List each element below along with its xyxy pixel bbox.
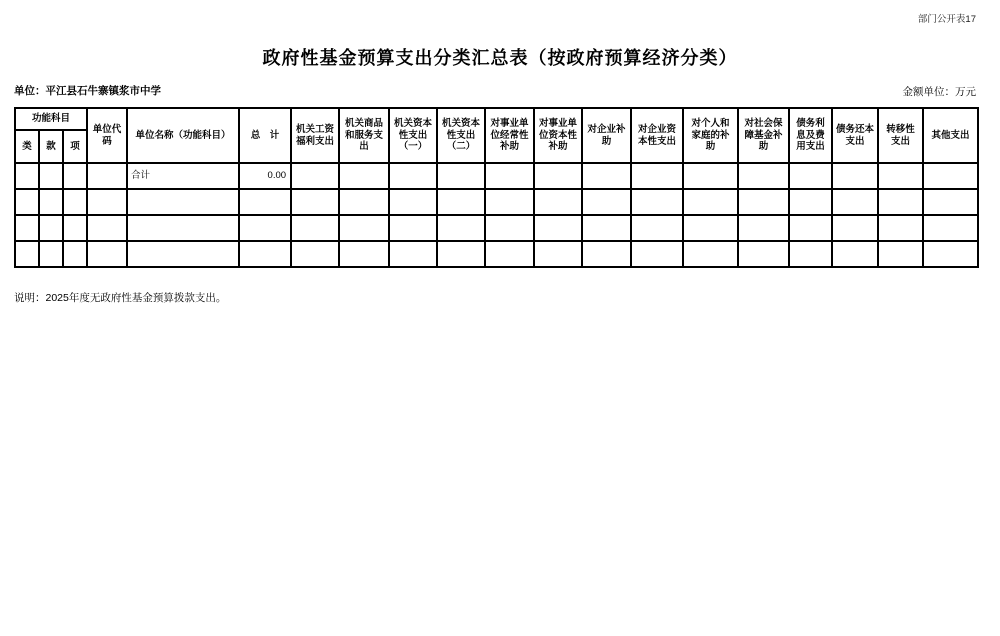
table-cell xyxy=(789,215,832,241)
page-title: 政府性基金预算支出分类汇总表（按政府预算经济分类） xyxy=(262,48,738,68)
table-cell xyxy=(87,163,127,189)
table-cell xyxy=(923,241,978,267)
column-header: 机关资本性支出（一） xyxy=(389,108,437,163)
column-header: 债务利息及费用支出 xyxy=(789,108,832,163)
table-cell xyxy=(738,215,789,241)
table-cell xyxy=(582,189,631,215)
table-cell xyxy=(738,241,789,267)
table-row xyxy=(15,163,978,189)
table-cell xyxy=(127,241,239,267)
table-cell xyxy=(683,189,738,215)
column-header-unit-name: 单位名称（功能科目） xyxy=(127,108,239,163)
table-cell xyxy=(339,215,389,241)
table-cell xyxy=(631,215,683,241)
table-cell xyxy=(832,215,878,241)
table-cell xyxy=(437,241,485,267)
unit-label: 单位：平江县石牛寨镇浆市中学 xyxy=(14,85,161,97)
sub-header-section: 款 xyxy=(39,130,63,163)
table-cell xyxy=(389,215,437,241)
table-cell xyxy=(87,241,127,267)
table-cell xyxy=(738,189,789,215)
table-cell xyxy=(437,215,485,241)
table-row xyxy=(15,241,978,267)
table-cell xyxy=(832,189,878,215)
table-cell xyxy=(878,241,923,267)
table-cell xyxy=(389,163,437,189)
table-cell xyxy=(534,163,582,189)
table-cell: 合计 xyxy=(127,163,239,189)
table-cell xyxy=(789,241,832,267)
table-cell: 0.00 xyxy=(239,163,291,189)
column-header: 对社会保障基金补助 xyxy=(738,108,789,163)
table-body xyxy=(15,163,978,267)
table-cell xyxy=(63,189,87,215)
column-header: 机关资本性支出（二） xyxy=(437,108,485,163)
table-cell xyxy=(15,189,39,215)
budget-table xyxy=(14,107,979,268)
table-cell xyxy=(15,241,39,267)
sub-header-item: 项 xyxy=(63,130,87,163)
table-cell xyxy=(582,241,631,267)
table-cell xyxy=(63,215,87,241)
table-cell xyxy=(683,215,738,241)
column-header: 对企业补助 xyxy=(582,108,631,163)
table-cell xyxy=(631,241,683,267)
column-header: 对事业单位经常性补助 xyxy=(485,108,534,163)
table-cell xyxy=(738,163,789,189)
table-row xyxy=(15,189,978,215)
doc-label: 部门公开表17 xyxy=(917,14,976,25)
column-header: 机关工资福利支出 xyxy=(291,108,339,163)
meta-row xyxy=(14,83,976,99)
table-cell xyxy=(789,163,832,189)
column-header: 债务还本支出 xyxy=(832,108,878,163)
column-header-unit-code: 单位代码 xyxy=(87,108,127,163)
column-header: 转移性支出 xyxy=(878,108,923,163)
table-cell xyxy=(15,163,39,189)
table-cell xyxy=(339,189,389,215)
table-cell xyxy=(534,241,582,267)
table-cell xyxy=(291,189,339,215)
table-cell xyxy=(339,163,389,189)
table-cell xyxy=(923,215,978,241)
table-cell xyxy=(339,241,389,267)
table-cell xyxy=(789,189,832,215)
table-cell xyxy=(485,189,534,215)
table-cell xyxy=(437,189,485,215)
table-cell xyxy=(485,163,534,189)
table-cell xyxy=(291,215,339,241)
column-header: 对企业资本性支出 xyxy=(631,108,683,163)
table-cell xyxy=(832,241,878,267)
column-header: 其他支出 xyxy=(923,108,978,163)
table-cell xyxy=(291,163,339,189)
table-cell xyxy=(878,163,923,189)
table-cell xyxy=(63,163,87,189)
table-cell xyxy=(437,163,485,189)
table-cell xyxy=(39,163,63,189)
table-row xyxy=(15,215,978,241)
table-cell xyxy=(878,189,923,215)
table-cell xyxy=(534,215,582,241)
table-cell xyxy=(15,215,39,241)
function-group-header: 功能科目 xyxy=(15,108,87,130)
table-cell xyxy=(127,215,239,241)
note: 说明：2025年度无政府性基金预算拨款支出。 xyxy=(14,292,227,304)
table-cell xyxy=(63,241,87,267)
table-cell xyxy=(291,241,339,267)
table-cell xyxy=(683,241,738,267)
table-cell xyxy=(239,241,291,267)
table-cell xyxy=(832,163,878,189)
column-header-total: 总 计 xyxy=(239,108,291,163)
table-cell xyxy=(39,189,63,215)
table-cell xyxy=(923,163,978,189)
table-cell xyxy=(683,163,738,189)
column-header: 机关商品和服务支出 xyxy=(339,108,389,163)
amount-unit-label: 金额单位：万元 xyxy=(902,86,976,98)
table-cell xyxy=(39,241,63,267)
table-cell xyxy=(39,215,63,241)
table-cell xyxy=(878,215,923,241)
header-row-top xyxy=(15,108,978,130)
table-cell xyxy=(631,189,683,215)
table-cell xyxy=(87,189,127,215)
column-header: 对个人和家庭的补助 xyxy=(683,108,738,163)
table-cell xyxy=(631,163,683,189)
table-cell xyxy=(534,189,582,215)
table-cell xyxy=(582,163,631,189)
table-cell xyxy=(923,189,978,215)
table-cell xyxy=(389,189,437,215)
table-cell xyxy=(239,189,291,215)
table-cell xyxy=(87,215,127,241)
table-cell xyxy=(485,241,534,267)
table-cell xyxy=(485,215,534,241)
table-cell xyxy=(389,241,437,267)
table-cell xyxy=(239,215,291,241)
table-cell xyxy=(582,215,631,241)
column-header: 对事业单位资本性补助 xyxy=(534,108,582,163)
sub-header-category: 类 xyxy=(15,130,39,163)
table-cell xyxy=(127,189,239,215)
